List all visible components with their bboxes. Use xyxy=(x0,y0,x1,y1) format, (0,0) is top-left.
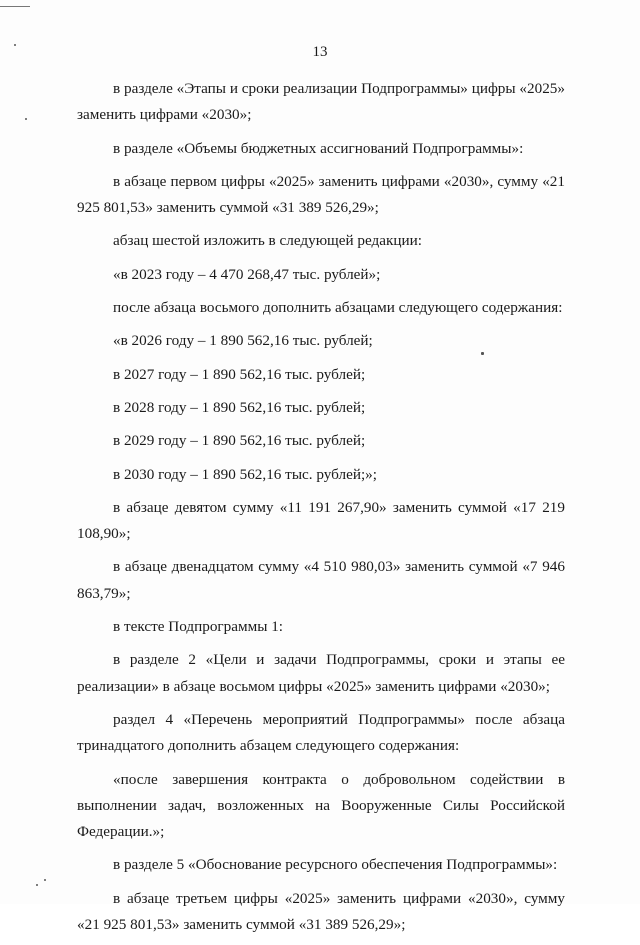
scan-dot xyxy=(36,884,38,886)
paragraph: «в 2026 году – 1 890 562,16 тыс. рублей; xyxy=(113,332,373,350)
paragraph: в абзаце двенадцатом сумму «4 510 980,03» заменить суммой «7 946 863,79»; xyxy=(77,558,565,602)
paragraph: в 2030 году – 1 890 562,16 тыс. рублей;»; xyxy=(113,465,377,483)
paragraph: в абзаце третьем цифры «2025» заменить цифрами «2030», сумму «21 925 801,53» заменить суммой «31 389 526,29»; xyxy=(77,889,565,934)
page-number: 13 xyxy=(312,44,328,60)
paragraph: в тексте Подпрограммы 1: xyxy=(113,618,284,636)
paragraph: в разделе «Этапы и сроки реализации Подпрограммы» цифры «2025» заменить цифрами «2030»; xyxy=(77,80,565,124)
paragraph: в абзаце девятом сумму «11 191 267,90» заменить суммой «17 219 108,90»; xyxy=(77,498,565,543)
paragraph: в разделе 5 «Обоснование ресурсного обеспечения Подпрограммы»: xyxy=(113,856,558,874)
paragraph: «после завершения контракта о добровольном содействии в выполнении задач, возложенных на Вооруженные Силы Российской Федерации.»; xyxy=(77,770,565,841)
paragraph: в разделе 2 «Цели и задачи Подпрограммы, сроки и этапы ее реализации» в абзаце восьмом цифры «2025» заменить цифрами «2030»; xyxy=(77,651,565,695)
paragraph: раздел 4 «Перечень мероприятий Подпрограммы» после абзаца тринадцатого дополнить абзацем следующего содержания: xyxy=(77,710,565,755)
scan-dot xyxy=(25,118,27,120)
paragraph: абзац шестой изложить в следующей редакции: xyxy=(113,232,422,250)
paragraph: в 2028 году – 1 890 562,16 тыс. рублей; xyxy=(113,398,366,416)
paragraph: в 2029 году – 1 890 562,16 тыс. рублей; xyxy=(113,432,366,450)
paragraph: в 2027 году – 1 890 562,16 тыс. рублей; xyxy=(113,365,366,383)
paragraph: «в 2023 году – 4 470 268,47 тыс. рублей»; xyxy=(113,265,381,283)
paragraph: после абзаца восьмого дополнить абзацами следующего содержания: xyxy=(113,299,563,317)
scan-dot xyxy=(44,879,46,881)
document-body xyxy=(77,76,565,945)
paragraph: в абзаце первом цифры «2025» заменить цифрами «2030», сумму «21 925 801,53» заменить суммой «31 389 526,29»; xyxy=(77,172,565,217)
scan-edge-line xyxy=(0,6,30,7)
paragraph: в разделе «Объемы бюджетных ассигнований Подпрограммы»: xyxy=(113,139,524,157)
